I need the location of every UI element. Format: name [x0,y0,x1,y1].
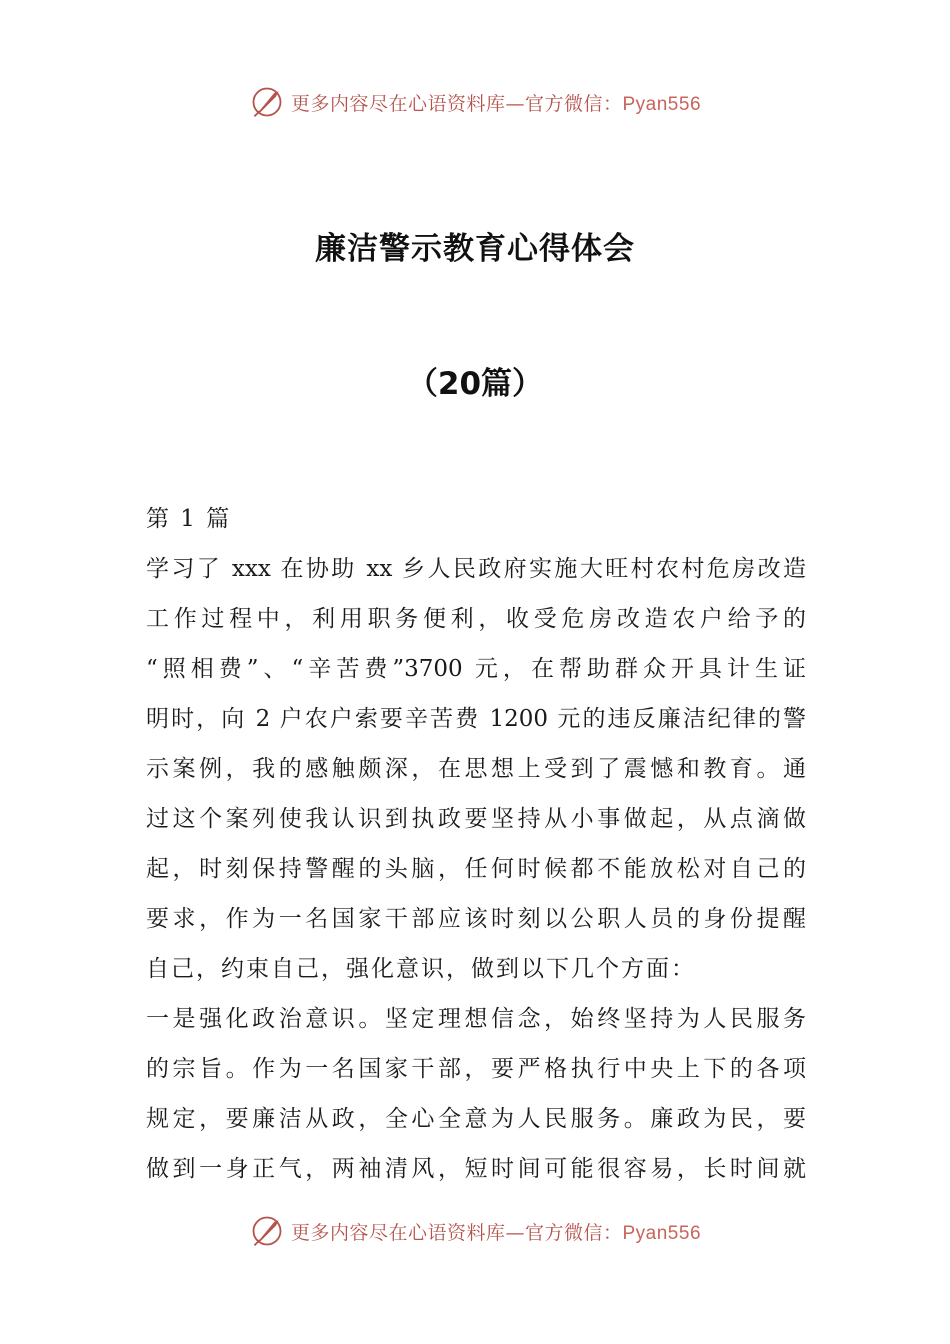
header-wechat-id: Pyan556 [622,93,702,115]
header-banner-label: 更多内容尽在心语资料库—官方微信： [290,92,623,115]
footer-wechat-id: Pyan556 [622,1222,702,1244]
header-banner-text [291,89,701,116]
paragraph-line: 明时，向 2 户农户索要辛苦费 1200 元的违反廉洁纪律的警 [146,706,806,732]
footer-banner-label: 更多内容尽在心语资料库—官方微信： [290,1221,623,1244]
document-title: 廉洁警示教育心得体会 [315,231,635,267]
paragraph-line: 学习了 xxx 在协助 xx 乡人民政府实施大旺村农村危房改造 [146,556,806,582]
footer-banner [0,1211,950,1251]
section-label: 第 1 篇 [146,506,232,532]
paragraph-line: 做到一身正气，两袖清风，短时间可能很容易，长时间就 [146,1156,806,1182]
paragraph-line: 规定，要廉洁从政，全心全意为人民服务。廉政为民，要 [146,1106,806,1132]
document-subtitle: （20篇） [406,366,544,402]
paragraph-line: 一是强化政治意识。坚定理想信念，始终坚持为人民服务 [146,1006,806,1032]
document-body [146,494,806,1194]
paragraph-line: 的宗旨。作为一名国家干部，要严格执行中央上下的各项 [146,1056,806,1082]
paragraph-line: 过这个案列使我认识到执政要坚持从小事做起，从点滴做 [146,806,806,832]
header-banner [0,82,950,122]
footer-banner-text [291,1218,701,1245]
paragraph-line: 示案例，我的感触颇深，在思想上受到了震憾和教育。通 [146,756,806,782]
paragraph-line: 自己，约束自己，强化意识，做到以下几个方面： [146,956,696,982]
paragraph-line: 要求，作为一名国家干部应该时刻以公职人员的身份提醒 [146,906,806,932]
pen-feather-logo-icon [249,1213,285,1249]
pen-feather-logo-icon [249,84,285,120]
paragraph-line: 起，时刻保持警醒的头脑，任何时候都不能放松对自己的 [146,856,806,882]
paragraph-line: 工作过程中，利用职务便利，收受危房改造农户给予的 [146,606,806,632]
paragraph-line: “照相费”、“辛苦费”3700 元，在帮助群众开具计生证 [146,656,806,682]
